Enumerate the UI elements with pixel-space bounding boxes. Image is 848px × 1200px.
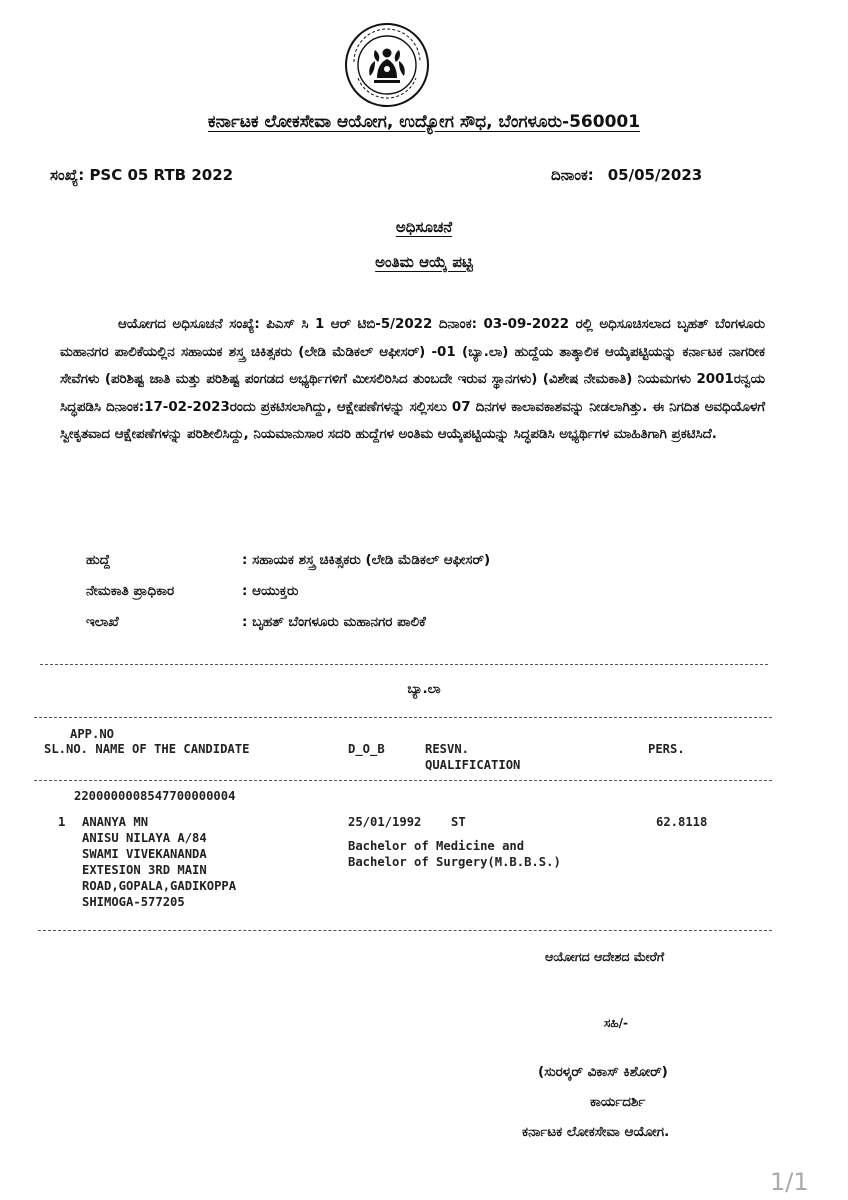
divider — [38, 930, 772, 931]
row-dob: 25/01/1992 — [348, 815, 422, 829]
order-line: ಆಯೋಗದ ಆದೇಶದ ಮೇರೆಗೆ — [545, 949, 665, 964]
row-address-line: EXTESION 3RD MAIN — [82, 863, 207, 877]
divider — [34, 780, 772, 781]
row-qualification-line: Bachelor of Medicine and — [348, 839, 525, 853]
reference-label: ಸಂಖ್ಯೆ: — [50, 166, 85, 184]
detail-value: : ಬೃಹತ್ ಬೆಂಗಳೂರು ಮಹಾನಗರ ಪಾಲಿಕೆ — [242, 614, 426, 630]
header-pers: PERS. — [648, 742, 685, 756]
header-resvn: RESVN. — [425, 742, 470, 756]
government-seal-icon — [344, 22, 430, 108]
header-sl-name: SL.NO. NAME OF THE CANDIDATE — [44, 742, 250, 756]
detail-value: : ಸಹಾಯಕ ಶಸ್ತ್ರ ಚಿಕಿತ್ಸಕರು (ಲೇಡಿ ಮೆಡಿಕಲ್ ಆಫೀಸರ್) — [242, 552, 491, 568]
detail-label: ನೇಮಕಾತಿ ಪ್ರಾಧಿಕಾರ — [86, 583, 175, 599]
signatory-name: (ಸುರಳ್ಕರ್ ವಿಕಾಸ್ ಕಿಶೋರ್) — [538, 1064, 668, 1080]
row-address-line: SWAMI VIVEKANANDA — [82, 847, 207, 861]
detail-department — [86, 614, 426, 630]
row-sl-no: 1 — [58, 815, 66, 829]
date-label: ದಿನಾಂಕ: — [551, 166, 594, 184]
notification-body: ಆಯೋಗದ ಅಧಿಸೂಚನೆ ಸಂಖ್ಯೆ: ಪಿಎಸ್ ಸಿ 1 ಆರ್ ಟಿಬಿ-5/2022 ದಿನಾಂಕ: 03-09-2022 ರಲ್ಲಿ ಅಧಿಸೂಚಿಸಲಾದ ಬೃಹತ್ ಬೆಂಗಳೂರು ಮಹಾನಗರ ಪಾಲಿಕೆಯಲ್ಲಿನ ಸಹಾಯಕ ಶಸ್ತ್ರ ಚಿಕಿತ್ಸಕರು (ಲೇಡಿ ಮೆಡಿಕಲ್ ಆಫೀಸರ್) -01 (ಬ್ಯಾ.ಲಾ) ಹುದ್ದೆಯ ತಾತ್ಕಾಲಿಕ ಆಯ್ಕೆಪಟ್ಟಿಯನ್ನು ಕರ್ನಾಟಕ ನಾಗರೀಕ ಸೇವೆಗಳು (ಪರಿಶಿಷ್ಟ ಜಾತಿ ಮತ್ತು ಪರಿಶಿಷ್ಟ ಪಂಗಡದ ಅಭ್ಯರ್ಥಿಗಳಿಗೆ ಮೀಸಲಿರಿಸಿದ ತುಂಬದೇ ಇರುವ ಸ್ಥಾನಗಳು) (ವಿಶೇಷ ನೇಮಕಾತಿ) ನಿಯಮಗಳು 2001ರನ್ವಯ ಸಿದ್ಧಪಡಿಸಿ ದಿನಾಂಕ:17-02-2023ರಂದು ಪ್ರಕಟಿಸಲಾಗಿದ್ದು, ಆಕ್ಷೇಪಣೆಗಳನ್ನು ಸಲ್ಲಿಸಲು 07 ದಿನಗಳ ಕಾಲಾವಕಾಶವನ್ನು ನೀಡಲಾಗಿತ್ತು. ಈ ನಿಗದಿತ ಅವಧಿಯೊಳಗೆ ಸ್ವೀಕೃತವಾದ ಆಕ್ಷೇಪಣೆಗಳನ್ನು ಪರಿಶೀಲಿಸಿದ್ದು, ನಿಯಮಾನುಸಾರ ಸದರಿ ಹುದ್ದೆಗಳ ಅಂತಿಮ ಆಯ್ಕೆಪಟ್ಟಿಯನ್ನು ಸಿದ್ಧಪಡಿಸಿ ಅಭ್ಯರ್ಥಿಗಳ ಮಾಹಿತಿಗಾಗಿ ಪ್ರಕಟಿಸಿದೆ. — [60, 317, 765, 442]
signed-mark: ಸಹಿ/- — [604, 1016, 628, 1030]
page-indicator: 1/1 — [770, 1168, 809, 1196]
notification-title: ಅಧಿಸೂಚನೆ — [395, 218, 453, 236]
region-label: ಬ್ಯಾ.ಲಾ — [407, 682, 441, 697]
header-app-no: APP.NO — [70, 727, 115, 741]
reference-value: PSC 05 RTB 2022 — [89, 166, 234, 184]
row-address-line: ROAD,GOPALA,GADIKOPPA — [82, 879, 237, 893]
signatory-designation: ಕಾರ್ಯದರ್ಶಿ — [590, 1094, 646, 1110]
divider — [34, 717, 772, 718]
row-pers: 62.8118 — [656, 815, 708, 829]
detail-value: : ಆಯುಕ್ತರು — [242, 583, 299, 599]
detail-post — [86, 552, 490, 568]
row-resvn: ST — [451, 815, 466, 829]
row-app-no: 2200000008547700000004 — [74, 789, 236, 803]
divider — [40, 664, 768, 665]
detail-label: ಹುದ್ದೆ — [86, 552, 111, 568]
row-address-line: SHIMOGA-577205 — [82, 895, 185, 909]
detail-appointing-authority — [86, 583, 298, 599]
row-qualification-line: Bachelor of Surgery(M.B.B.S.) — [348, 855, 561, 869]
header-dob: D_O_B — [348, 742, 385, 756]
document-date — [551, 166, 702, 184]
signatory-office: ಕರ್ನಾಟಕ ಲೋಕಸೇವಾ ಆಯೋಗ. — [522, 1124, 670, 1140]
row-candidate-name: ANANYA MN — [82, 815, 149, 829]
detail-label: ಇಲಾಖೆ — [86, 614, 119, 630]
date-value: 05/05/2023 — [607, 166, 703, 184]
row-address-line: ANISU NILAYA A/84 — [82, 831, 207, 845]
header-qualification: QUALIFICATION — [425, 758, 521, 772]
organisation-title: ಕರ್ನಾಟಕ ಲೋಕಸೇವಾ ಆಯೋಗ, ಉದ್ಯೋಗ ಸೌಧ, ಬೆಂಗಳೂರು-560001 — [207, 112, 641, 132]
reference-number — [50, 166, 233, 184]
notification-subtitle: ಅಂತಿಮ ಆಯ್ಕೆ ಪಟ್ಟಿ — [375, 253, 473, 271]
